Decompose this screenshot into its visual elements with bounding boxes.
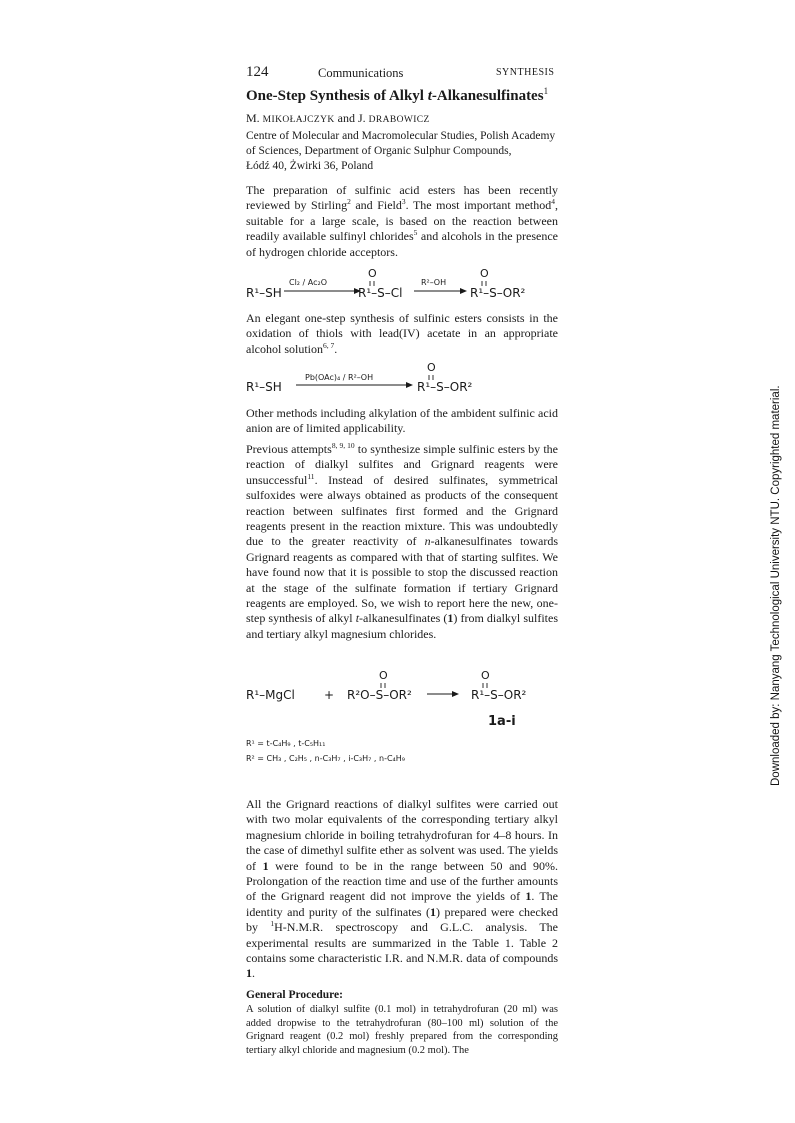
paragraph-intro: The preparation of sulfinic acid esters has been recently reviewed by Stirling$^2$ and Field$^3$. The most important method$^4$, suitable for a large scale, is based on the reaction between readily available sulfinyl chlorides$^5$ and alcohols in the presence of hydrogen chloride acceptors. [246, 183, 559, 259]
affiliation: Centre of Molecular and Macromolecular Studies, Polish Academy of Sciences, Department of Organic Sulphur Compounds, Łódź 40, Żwirki 36, Poland [246, 130, 556, 172]
scheme3-plus: + [324, 688, 335, 702]
scheme1-product: R¹–S–OR² [470, 286, 526, 300]
title-reference: 1 [543, 86, 549, 96]
scheme1-oxygen-1: O [368, 267, 377, 280]
procedure-heading: General Procedure: [246, 989, 343, 1001]
scheme2-reactant: R¹–SH [246, 380, 282, 394]
download-notice-text: Downloaded by: Nanyang Technological University NTU. Copyrighted material. [770, 385, 782, 786]
compound-label: 1a-i [488, 714, 516, 729]
reaction-scheme-2 [230, 360, 570, 396]
scheme1-intermediate: R¹–S–Cl [358, 286, 403, 300]
paragraph-results: All the Grignard reactions of dialkyl sulfites were carried out with two molar equivalents of the corresponding tertiary alkyl magnesium chloride in boiling tetrahydrofuran for 4–8 hours. In the case of dimethyl sulfite ether as solvent was used. The yields of 1 were found to be in the range between 50 and 90%. Prolongation of the reaction time and use of the further amounts of the Grignard reagent did not improve the yields of 1. The identity and purity of the sulfinates (1) prepared were checked by $^1$H-N.M.R. spectroscopy and G.L.C. analysis. The experimental results are summarized in the Table 1. Table 2 contains some characteristic I.R. and N.M.R. data of compounds 1. [246, 797, 559, 981]
article-title: One-Step Synthesis of Alkyl t-Alkanesulfinates$^1$ [246, 86, 549, 104]
section-name: Communications [318, 66, 404, 80]
paragraph-previous-attempts: Previous attempts$^{8, 9, 10}$ to synthesize simple sulfinic esters by the reaction of dialkyl sulfites and Grignard reagents were unsuccessful$^{11}$. Instead of desired sulfinates, symmetrical sulfoxides were always obtained as products of the consequent reaction between sulfinates first formed and the Grignard reagents present in the reaction mixture. This was undoubtedly due to the greater reactivity of n-alkanesulfinates towards Grignard reagents as compared with that of starting sulfites. We have found now that it is possible to stop the discussed reaction at the stage of the sulfinate formation if tertiary Grignard reagents are employed. So, we wish to report here the new, one-step synthesis of alkyl t-alkanesulfinates (1) from dialkyl sulfites and tertiary alkyl magnesium chlorides. [246, 441, 558, 641]
page-number: 124 [246, 64, 269, 80]
scheme1-reagent-2: R²–OH [421, 278, 447, 287]
scheme3-reactant-1: R¹–MgCl [246, 688, 295, 702]
author-line: M. MIKOŁAJCZYK and J. DRABOWICZ [246, 111, 430, 125]
paragraph-other-methods: Other methods including alkylation of the ambident sulfinic acid anion are of limited applicability. [246, 406, 558, 436]
reaction-scheme-1 [230, 266, 570, 306]
scheme1-reagent-1: Cl₂ / Ac₂O [289, 278, 328, 287]
scheme1-oxygen-2: O [480, 267, 489, 280]
r2-definition: R² = CH₃ , C₂H₅ , n-C₃H₇ , i-C₃H₇ , n-C₄H₉ [246, 754, 405, 763]
r1-definition: R¹ = t-C₄H₉ , t-C₅H₁₁ [246, 739, 326, 748]
paragraph-lead-acetate: An elegant one-step synthesis of sulfinic esters consists in the oxidation of thiols with lead(IV) acetate in an appropriate alcohol solution$^{6, 7}$. [246, 311, 558, 356]
scheme3-oxygen-2: O [481, 669, 490, 682]
scheme3-reactant-2: R²O–S–OR² [347, 688, 412, 702]
scheme3-oxygen-1: O [379, 669, 388, 682]
scheme2-reagent: Pb(OAc)₄ / R²–OH [305, 373, 374, 382]
scheme3-product: R¹–S–OR² [471, 688, 527, 702]
reaction-scheme-3 [230, 660, 570, 770]
scheme1-reactant: R¹–SH [246, 286, 282, 300]
journal-name: SYNTHESIS [496, 67, 555, 78]
scheme2-oxygen: O [427, 361, 436, 374]
download-notice [765, 378, 785, 788]
scheme2-product: R¹–S–OR² [417, 380, 473, 394]
procedure-text: A solution of dialkyl sulfite (0.1 mol) in tetrahydrofuran (20 ml) was added dropwise to the tetrahydrofuran (80–100 ml) solution of the Grignard reagent (0.2 mol) freshly prepared from the corresponding tertiary alkyl chloride and magnesium (0.2 mol). The [246, 1004, 558, 1056]
